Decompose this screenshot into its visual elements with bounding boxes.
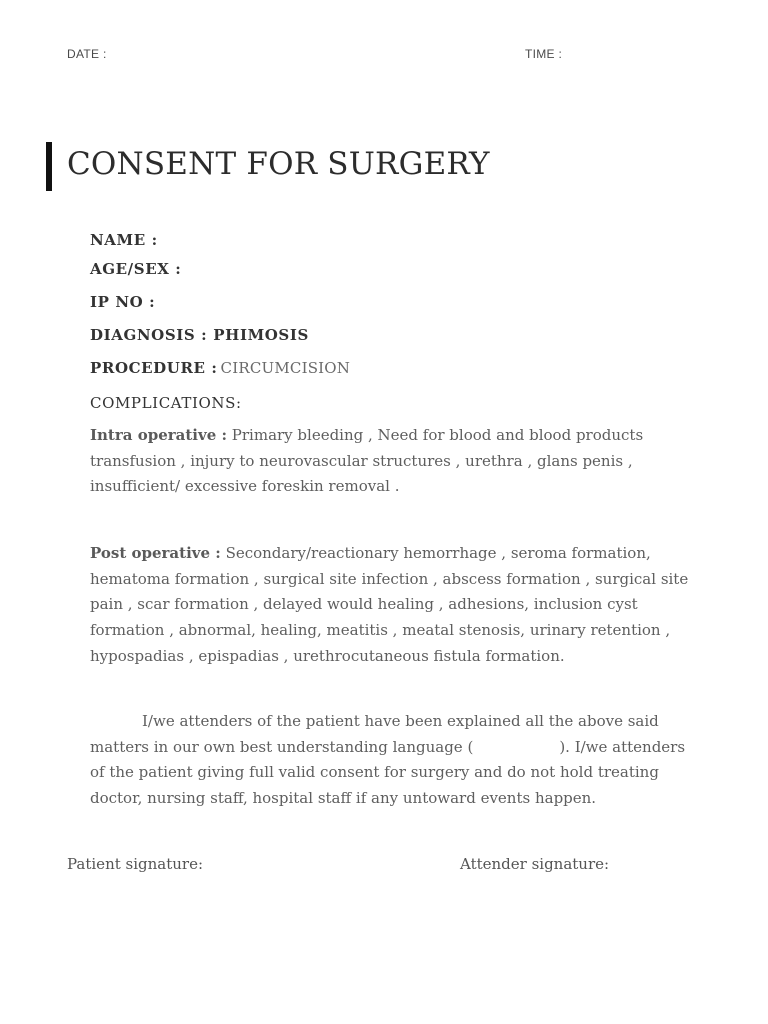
consent-text-part2: ). I/we attenders of the patient giving full valid consent for surgery and do not hold treating doctor, nursing staff, hospital staff if any untoward events happen. [90,737,686,808]
procedure-label: PROCEDURE : [90,359,218,377]
name-field [90,231,158,249]
age-sex-field [90,260,181,278]
page-title: CONSENT FOR SURGERY [67,146,490,182]
procedure-field [90,359,350,377]
date-label: DATE : [67,47,107,61]
procedure-value: CIRCUMCISION [220,359,351,377]
ip-no-label: IP NO : [90,293,156,311]
title-accent-bar [46,142,52,191]
diagnosis-label: DIAGNOSIS : [90,326,208,344]
consent-paragraph [90,709,700,812]
patient-signature-label: Patient signature: [67,855,204,873]
post-operative-text: Secondary/reactionary hemorrhage , seroma formation, hematoma formation , surgical site infection , abscess formation , surgical site pain , scar formation , delayed would healing , adhesions, inclusion cyst formation , abnormal, healing, meatitis , meatal stenosis, urinary retention , hypospadias , epispadias , urethrocutaneous fistula formation. [90,544,689,665]
attender-signature-label: Attender signature: [460,855,610,873]
diagnosis-field [90,326,309,344]
intra-operative-text: Primary bleeding , Need for blood and blood products transfusion , injury to neurovascular structures , urethra , glans penis , insufficient/ excessive foreskin removal . [90,426,644,496]
intra-operative-paragraph [90,423,690,500]
time-label: TIME : [525,47,563,61]
post-operative-label: Post operative : [90,544,221,562]
name-label: NAME : [90,231,158,249]
ip-no-field [90,293,155,311]
diagnosis-value: PHIMOSIS [213,326,309,344]
consent-text-part1: I/we attenders of the patient have been explained all the above said matters in our own best understanding language ( [90,712,659,756]
age-sex-label: AGE/SEX : [90,260,182,278]
complications-heading: COMPLICATIONS: [90,394,242,412]
post-operative-paragraph [90,541,690,670]
intra-operative-label: Intra operative : [90,426,227,444]
